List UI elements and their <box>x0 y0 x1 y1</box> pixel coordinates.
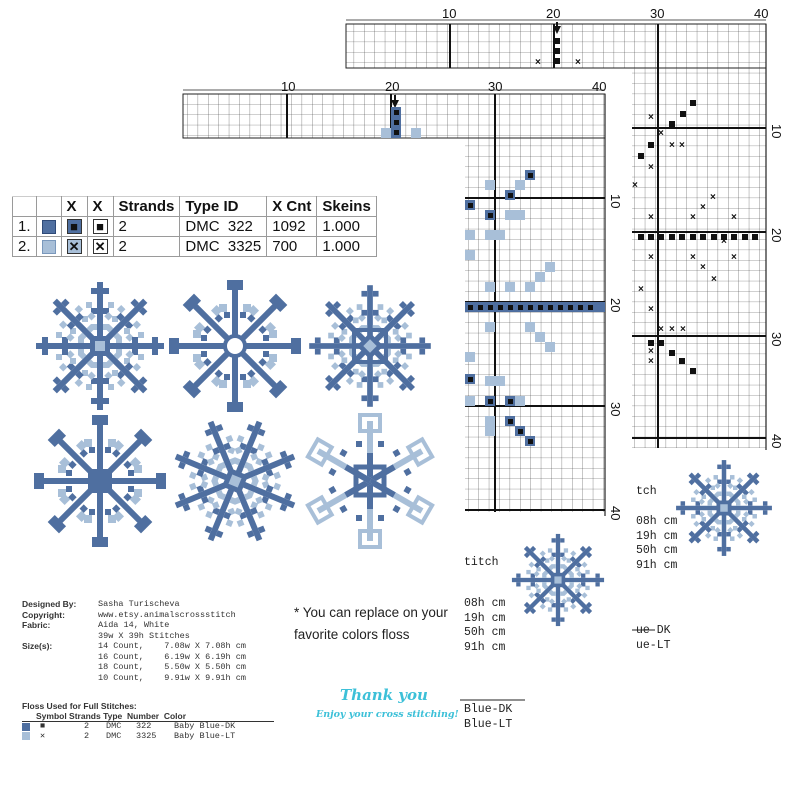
size-line: 14 Count, 7.08w X 7.08h cm <box>98 641 246 651</box>
svg-text:×: × <box>731 252 737 263</box>
middle-top-ruler <box>281 79 606 94</box>
svg-text:×: × <box>535 57 541 68</box>
list-item <box>22 732 274 742</box>
col-header: Skeins <box>317 197 376 217</box>
ruler-label: 10 <box>281 79 296 94</box>
svg-text:×: × <box>700 262 706 273</box>
ruler-label: 40 <box>592 79 607 94</box>
color-name: Baby Blue-DK <box>174 721 236 731</box>
copyright-value: www.etsy.animalscrossstitch <box>98 609 236 620</box>
back-side-ruler <box>769 124 784 448</box>
svg-text:×: × <box>669 140 675 151</box>
back-top-ruler <box>442 6 768 21</box>
ruler-label: 20 <box>546 6 561 21</box>
fragment-text: Blue-LT <box>464 717 513 731</box>
fragment-text: tch <box>636 484 657 498</box>
row-index: 1. <box>13 217 37 237</box>
color-swatch <box>36 217 61 237</box>
snowflake-4 <box>34 415 166 547</box>
row-index: 2. <box>13 237 37 257</box>
snowflake-5 <box>151 397 318 564</box>
strands-value: 2 <box>84 721 90 731</box>
fabric-value: Aida 14, White <box>98 620 170 630</box>
ruler-label: 40 <box>754 6 769 21</box>
number-value: 3325 <box>136 730 157 741</box>
type-id-cell: DMC 3325 <box>180 237 267 257</box>
count-cell: 1092 <box>267 217 317 237</box>
svg-text:×: × <box>658 324 664 335</box>
thank-you-subtitle: Enjoy your cross stitching! <box>316 709 459 720</box>
ruler-label: 20 <box>769 228 784 243</box>
ruler-label: 20 <box>385 79 400 94</box>
fragment-text: titch <box>464 555 499 569</box>
size-line: 16 Count, 6.19w X 6.19h cm <box>98 651 246 662</box>
svg-text:×: × <box>710 192 716 203</box>
symbol-glyph: ✕ <box>40 730 46 741</box>
floss-used-columns: Symbol Strands Type Number Color <box>22 712 274 723</box>
svg-text:×: × <box>648 212 654 223</box>
svg-text:×: × <box>669 324 675 335</box>
col-header: Strands <box>113 197 180 217</box>
color-name: Baby Blue-LT <box>174 730 236 741</box>
symbol-glyph: ■ <box>93 219 108 234</box>
svg-text:×: × <box>575 57 581 68</box>
svg-text:×: × <box>658 128 664 139</box>
symbol-cell <box>61 217 87 237</box>
svg-text:×: × <box>638 284 644 295</box>
skeins-cell: 1.000 <box>317 217 376 237</box>
ruler-label: 30 <box>769 332 784 347</box>
col-header: X <box>87 197 113 217</box>
strands-cell: 2 <box>113 217 180 237</box>
count-cell: 700 <box>267 237 317 257</box>
floss-used-list <box>22 702 274 741</box>
floss-table-header <box>13 197 377 217</box>
designed-by-label: Designed By: <box>22 599 77 609</box>
fragment-text: 91h cm <box>636 558 678 572</box>
middle-legend-fragment <box>464 541 512 747</box>
size-line: 10 Count, 9.91w X 9.91h cm <box>98 672 246 683</box>
type-id-cell: DMC 322 <box>180 217 267 237</box>
ruler-label: 10 <box>608 194 623 209</box>
floss-table <box>12 196 377 257</box>
skeins-cell: 1.000 <box>317 237 376 257</box>
fragment-text: ue-DK <box>636 624 671 637</box>
ruler-label: 30 <box>650 6 665 21</box>
ruler-label: 10 <box>769 124 784 139</box>
ruler-label: 40 <box>608 506 623 521</box>
ruler-label: 30 <box>488 79 503 94</box>
col-header: X <box>61 197 87 217</box>
col-header <box>13 197 37 217</box>
snowflake-back-preview <box>672 456 776 560</box>
snowflake-middle-preview <box>508 530 608 630</box>
type-value: DMC <box>106 721 122 731</box>
fragment-text: 19h cm <box>636 529 678 543</box>
symbol-glyph: ✕ <box>93 239 108 254</box>
svg-text:×: × <box>648 356 654 367</box>
number-value: 322 <box>136 721 152 731</box>
col-header: X Cnt <box>267 197 317 217</box>
type-value: DMC <box>106 730 122 741</box>
note-line: * You can replace on your <box>294 605 448 620</box>
ruler-label: 40 <box>769 434 784 449</box>
size-line: 18 Count, 5.50w X 5.50h cm <box>98 662 246 672</box>
note-line: favorite colors floss <box>294 627 410 642</box>
symbol-cell <box>87 237 113 257</box>
svg-text:×: × <box>679 140 685 151</box>
svg-text:×: × <box>648 304 654 315</box>
fragment-text: 91h cm <box>464 640 506 654</box>
thank-you-title: Thank you <box>340 686 428 704</box>
pattern-info <box>22 599 246 683</box>
svg-text:×: × <box>731 212 737 223</box>
fragment-text: ue-LT <box>636 638 671 652</box>
table-row <box>13 217 377 237</box>
col-header: Type ID <box>180 197 267 217</box>
svg-text:×: × <box>721 236 727 247</box>
fragment-text: 50h cm <box>464 626 506 639</box>
ruler-label: 10 <box>442 6 457 21</box>
stitch-count: 39w X 39h Stitches <box>98 630 190 641</box>
ruler-label: 20 <box>608 298 623 313</box>
fabric-label: Fabric: <box>22 620 51 630</box>
svg-text:×: × <box>648 346 654 357</box>
fragment-text: 19h cm <box>464 611 506 625</box>
color-swatch <box>36 237 61 257</box>
strands-value: 2 <box>84 730 90 741</box>
svg-text:×: × <box>700 202 706 213</box>
svg-text:×: × <box>648 252 654 263</box>
symbol-glyph: ■ <box>40 721 46 731</box>
symbol-cell <box>61 237 87 257</box>
table-row <box>13 237 377 257</box>
svg-text:×: × <box>632 180 638 191</box>
copyright-label: Copyright: <box>22 609 65 620</box>
designer-name: Sasha Turischeva <box>98 599 180 609</box>
snowflake-2 <box>169 280 301 412</box>
snowflake-1 <box>36 282 164 410</box>
fragment-text: 08h cm <box>464 597 506 610</box>
floss-used-title: Floss Used for Full Stitches: <box>22 701 137 711</box>
fragment-text: 50h cm <box>636 544 678 557</box>
fragment-text: 08h cm <box>636 515 678 528</box>
ruler-label: 30 <box>608 402 623 417</box>
sizes-label: Size(s): <box>22 641 53 651</box>
col-header <box>36 197 61 217</box>
fragment-text: Blue-DK <box>464 703 513 716</box>
replace-colors-note <box>294 602 448 646</box>
svg-text:×: × <box>711 274 717 285</box>
snowflake-previews <box>30 276 450 566</box>
svg-text:×: × <box>690 252 696 263</box>
svg-text:×: × <box>680 324 686 335</box>
middle-side-ruler <box>608 194 623 520</box>
symbol-cell <box>87 217 113 237</box>
svg-text:×: × <box>648 112 654 123</box>
svg-text:×: × <box>648 162 654 173</box>
svg-text:×: × <box>690 212 696 223</box>
symbol-glyph: ■ <box>67 219 82 234</box>
snowflake-3 <box>284 276 450 432</box>
symbol-glyph: ✕ <box>67 239 82 254</box>
snowflake-6 <box>306 415 434 547</box>
strands-cell: 2 <box>113 237 180 257</box>
